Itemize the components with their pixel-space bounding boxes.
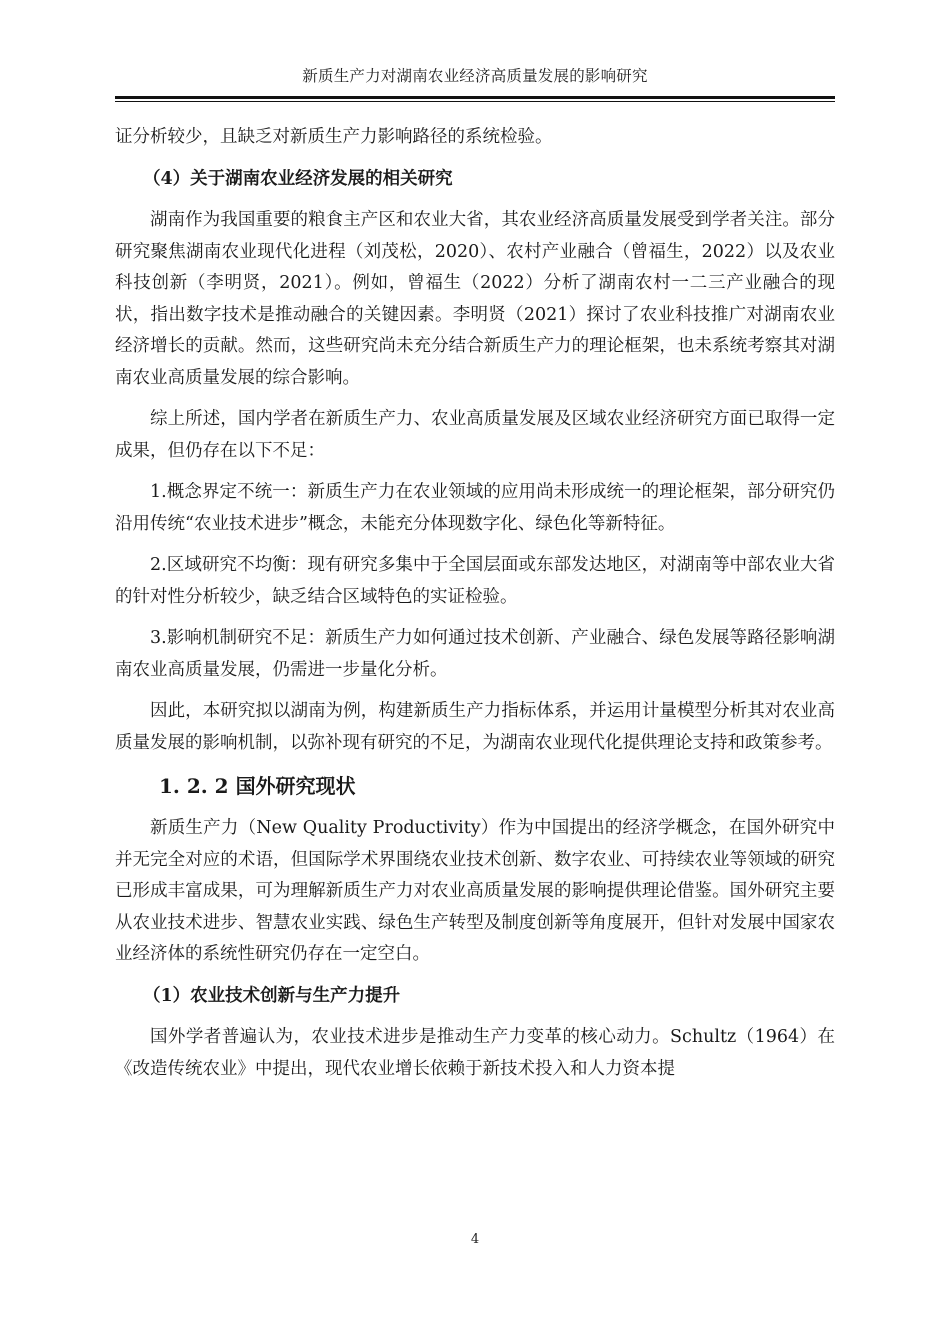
subsection-heading-1: （1）农业技术创新与生产力提升 [143,985,401,1006]
paragraph-schultz: 国外学者普遍认为，农业技术进步是推动生产力变革的核心动力。Schultz（1964）在《改造传统农业》中提出，现代农业增长依赖于新技术投入和人力资本提 [115,1027,835,1079]
running-header: 新质生产力对湖南农业经济高质量发展的影响研究 [302,67,648,85]
list-item-3: 3.影响机制研究不足：新质生产力如何通过技术创新、产业融合、绿色发展等路径影响湖南农业高质量发展，仍需进一步量化分析。 [115,628,835,680]
header-rule-thick [115,96,835,99]
list-item-2: 2.区域研究不均衡：现有研究多集中于全国层面或东部发达地区，对湖南等中部农业大省的针对性分析较少，缺乏结合区域特色的实证检验。 [115,555,835,607]
header-rule-thin [115,101,835,102]
page-number: 4 [470,1232,480,1247]
paragraph-therefore: 因此，本研究拟以湖南为例，构建新质生产力指标体系，并运用计量模型分析其对农业高质量发展的影响机制，以弥补现有研究的不足，为湖南农业现代化提供理论支持和政策参考。 [115,701,835,753]
paragraph-summary: 综上所述，国内学者在新质生产力、农业高质量发展及区域农业经济研究方面已取得一定成果，但仍存在以下不足： [115,409,835,461]
paragraph-hunan-research: 湖南作为我国重要的粮食主产区和农业大省，其农业经济高质量发展受到学者关注。部分研究聚焦湖南农业现代化进程（刘茂松，2020）、农村产业融合（曾福生，2022）以及农业科技创新（李明贤，2021）。例如，曾福生（2022）分析了湖南农村一二三产业融合的现状，指出数字技术是推动融合的关键因素。李明贤（2021）探讨了农业科技推广对湖南农业经济增长的贡献。然而，这些研究尚未充分结合新质生产力的理论框架，也未系统考察其对湖南农业高质量发展的综合影响。 [115,210,835,388]
body-text [115,122,835,1095]
list-item-1: 1.概念界定不统一：新质生产力在农业领域的应用尚未形成统一的理论框架，部分研究仍沿用传统“农业技术进步”概念，未能充分体现数字化、绿色化等新特征。 [115,482,835,534]
paragraph-continued: 证分析较少，且缺乏对新质生产力影响路径的系统检验。 [115,127,553,147]
subsection-heading-4: （4）关于湖南农业经济发展的相关研究 [143,168,453,189]
paragraph-foreign-research: 新质生产力（New Quality Productivity）作为中国提出的经济学概念，在国外研究中并无完全对应的术语，但国际学术界围绕农业技术创新、数字农业、可持续农业等领域的研究已形成丰富成果，可为理解新质生产力对农业高质量发展的影响提供理论借鉴。国外研究主要从农业技术进步、智慧农业实践、绿色生产转型及制度创新等角度展开，但针对发展中国家农业经济体的系统性研究仍存在一定空白。 [115,818,835,964]
section-heading-1-2-2: 1. 2. 2 国外研究现状 [159,774,356,798]
